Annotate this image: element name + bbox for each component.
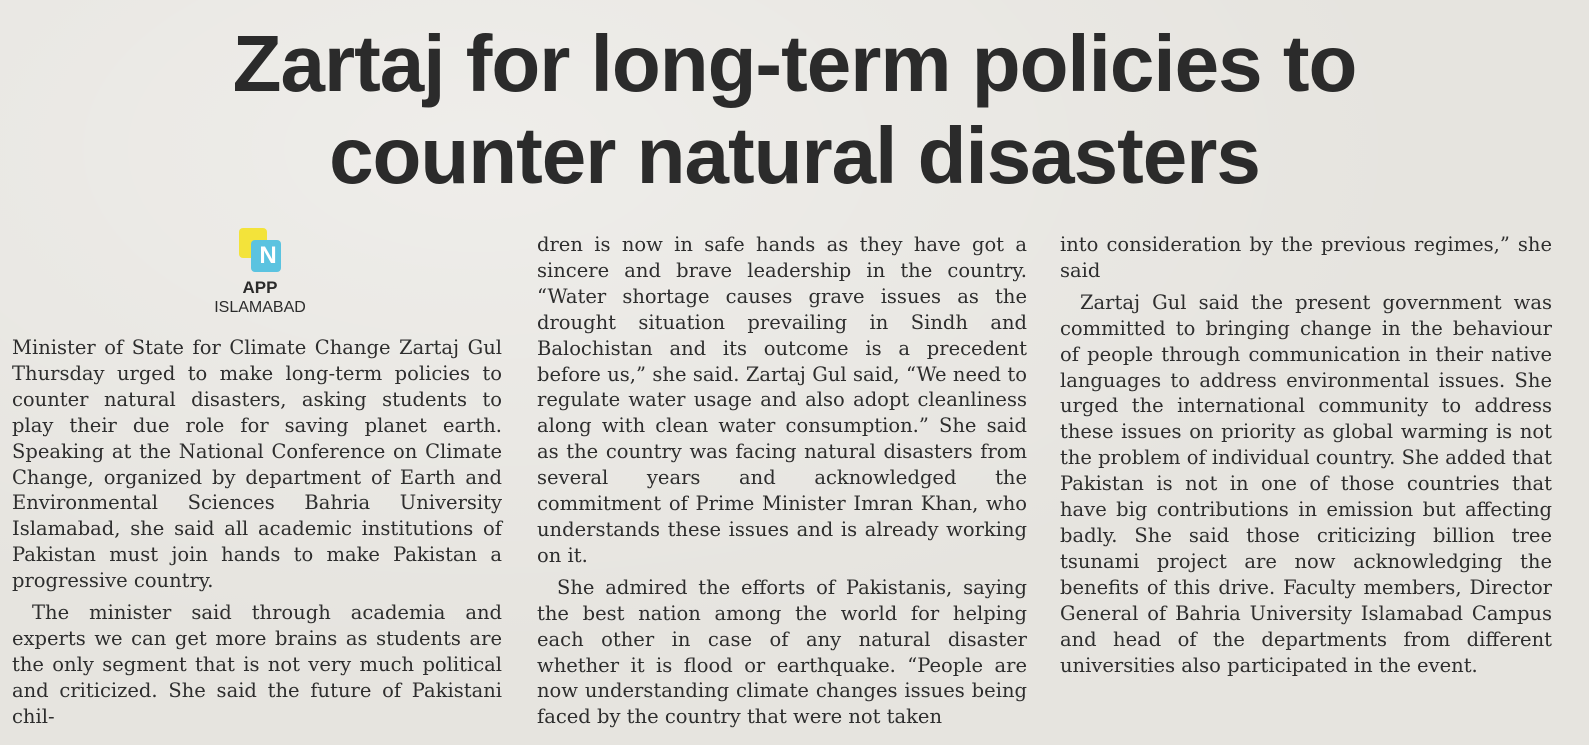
headline-line-1: Zartaj for long-term policies to xyxy=(232,19,1357,108)
article-column-3 xyxy=(1060,232,1552,678)
paragraph: Zartaj Gul said the present government was committed to bringing change in the behaviour of people through communication in their native languages to address environmental issues. She urged the international community to address these issues on priority as global warming is not the problem of individual country. She added that Pakistan is not in one of those countries that have big contributions in emission but affecting badly. She said those criticizing billion tree tsunami project are now acknowledging the benefits of this drive. Faculty members, Director General of Bahria University Islamabad Campus and head of the departments from different universities also participated in the event. xyxy=(1060,290,1552,677)
agency-name: APP xyxy=(242,278,278,297)
dateline: ISLAMABAD xyxy=(214,299,306,316)
paragraph: She admired the efforts of Pakistanis, saying the best nation among the world for helping each other in case of any natural disaster whether it is flood or earthquake. “People are now understanding climate changes issues being faced by the country that were not taken xyxy=(537,575,1027,729)
article-column-2 xyxy=(537,232,1027,730)
agency-logo-icon xyxy=(235,228,285,274)
paragraph: Minister of State for Climate Change Zartaj Gul Thursday urged to make long-term policies to counter natural disasters, asking students to play their due role for saving planet earth. Speaking at the National Conference on Climate Change, organized by department of Earth and Environmental Sciences Bahria University Islamabad, she said all academic institutions of Pakistan must join hands to make Pakistan a progressive country. xyxy=(12,336,502,593)
headline xyxy=(0,18,1589,202)
agency-logo-letter: N xyxy=(259,242,277,269)
paragraph: into consideration by the previous regimes,” she said xyxy=(1060,233,1552,282)
article-column-1 xyxy=(12,335,502,730)
headline-line-2: counter natural disasters xyxy=(329,111,1260,200)
paragraph: dren is now in safe hands as they have got a sincere and brave leadership in the country. “Water shortage causes grave issues as the drought situation prevailing in Sindh and Balochistan and its outcome is a precedent before us,” she said. Zartaj Gul said, “We need to regulate water usage and also adopt cleanliness along with clean water consumption.” She said as the country was facing natural disasters from several years and acknowledged the commitment of Prime Minister Imran Khan, who understands these issues and is already working on it. xyxy=(537,233,1027,567)
byline xyxy=(200,228,320,317)
paragraph: The minister said through academia and experts we can get more brains as students are the only segment that is not very much political and criticized. She said the future of Pakistani chil- xyxy=(12,601,502,728)
